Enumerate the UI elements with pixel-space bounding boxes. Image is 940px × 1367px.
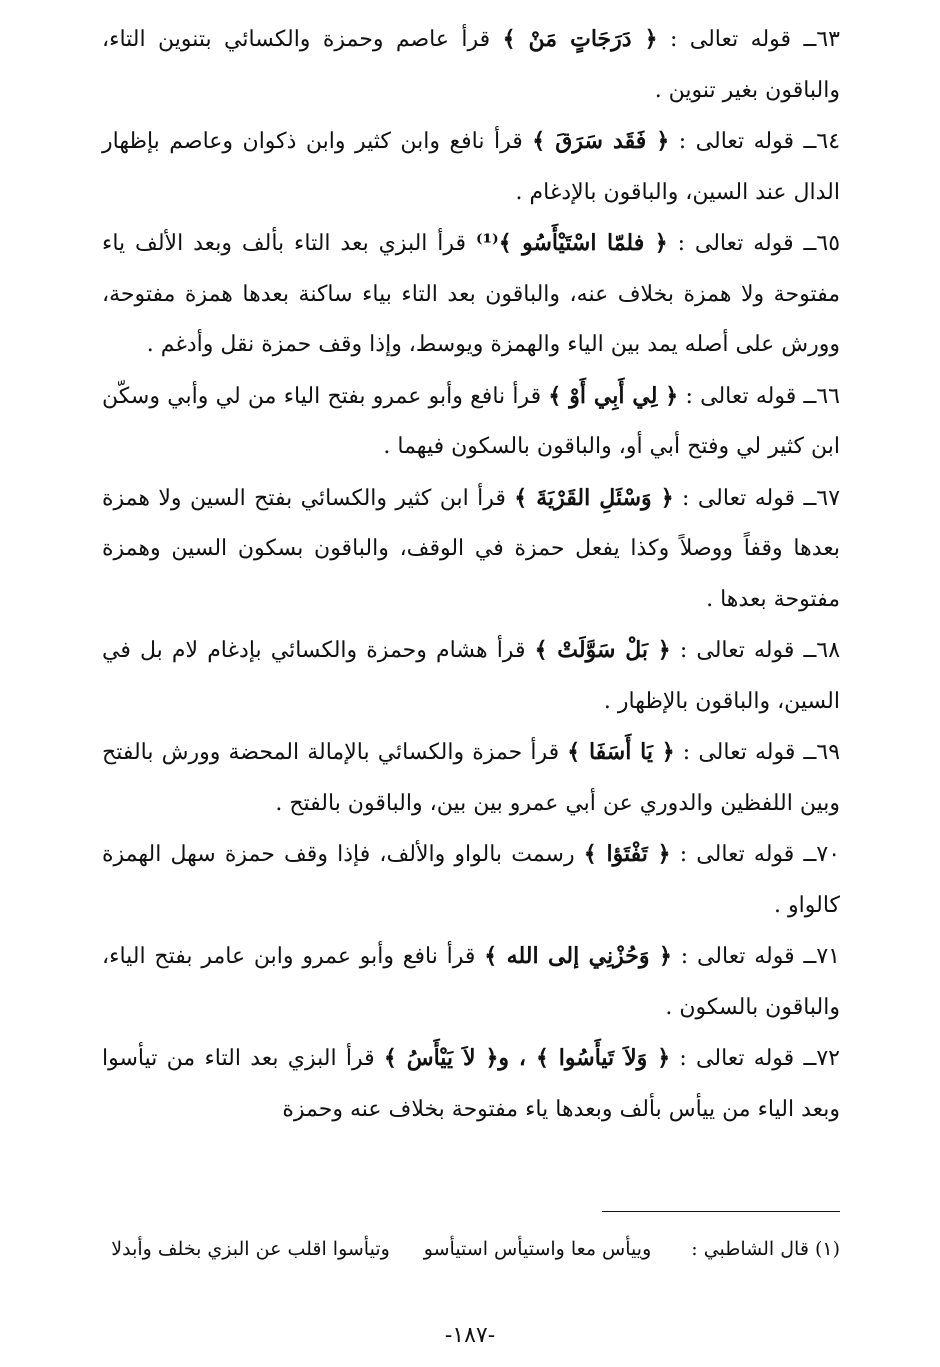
quran-phrase: ﴿ بَلْ سَوَّلَتْ ﴾ — [534, 637, 671, 663]
paragraph-71 — [102, 931, 840, 1033]
paragraph-70 — [102, 829, 840, 931]
paragraph-body: قرأ نافع وأبو عمرو بفتح الياء من لي وأبي وسكّن ابن كثير لي وفتح أبي أو، والباقون بالسكون فيهما . — [102, 383, 840, 459]
page-number: -١٨٧- — [444, 1323, 496, 1348]
intro-text: قوله تعالى : — [682, 740, 796, 765]
paragraph-64 — [102, 116, 840, 218]
paragraph-body: قرأ هشام وحمزة والكسائي بإدغام لام بل في السين، والباقون بالإظهار . — [102, 638, 840, 714]
quran-phrase: ﴿ تَفْتَؤا ﴾ — [583, 841, 671, 867]
intro-text: قوله تعالى : — [685, 383, 797, 409]
footnote-divider — [602, 1211, 840, 1212]
paragraph-66 — [102, 371, 840, 473]
item-number: ٦٤ــ — [803, 129, 841, 154]
footnote-verse-second: وتيأسوا اقلب عن البزي بخلف وأبدلا — [111, 1238, 390, 1260]
paragraph-body: قرأ البزي بعد التاء من تيأسوا وبعد الياء من ييأس بألف وبعدها ياء مفتوحة بخلاف عنه وحمزة — [102, 1046, 840, 1122]
intro-text: قوله تعالى : — [677, 231, 794, 256]
paragraph-69 — [102, 727, 840, 829]
paragraph-body: قرأ البزي بعد التاء بألف وبعد الألف ياء مفتوحة ولا همزة بخلاف عنه، والباقون بعد التاء بياء ساكنة بعدها همزة مفتوحة، وورش على أصله يمد بين الياء والهمزة ويوسط، وإذا وقف حمزة نقل وأدغم . — [102, 231, 840, 357]
footnote — [102, 1233, 840, 1265]
quran-phrase: ﴿ وَسْئَلِ القَرْيَةَ ﴾ — [514, 484, 674, 511]
paragraph-body: قرأ نافع وابن كثير وابن ذكوان وعاصم بإظهار الدال عند السين، والباقون بالإدغام . — [102, 129, 840, 205]
paragraph-72 — [102, 1033, 840, 1135]
quran-phrase: ﴿ لِي أَبِي أَوْ ﴾ — [548, 382, 679, 409]
intro-text: قوله تعالى : — [679, 842, 795, 867]
item-number: ٧٢ــ — [803, 1046, 840, 1071]
item-number: ٦٥ــ — [803, 231, 841, 256]
quran-phrase: ﴿ فلمّا اسْتَيْأَسُو ﴾⁽¹⁾ — [475, 230, 668, 256]
quran-phrase: ﴿ وَحُزْنِي إلى الله ﴾ — [484, 943, 672, 969]
item-number: ٦٣ــ — [803, 27, 840, 52]
paragraph-body: قرأ عاصم وحمزة والكسائي بتنوين التاء، والباقون بغير تنوين . — [102, 27, 840, 103]
paragraph-body: قرأ ابن كثير والكسائي بفتح السين ولا همزة بعدها وقفاً ووصلاً وكذا يفعل حمزة في الوقف، والباقون بسكون السين وهمزة مفتوحة بعدها . — [102, 485, 840, 612]
footnote-marker: (١) قال الشاطبي : — [691, 1238, 840, 1260]
footnote-verse-first: وييأس معا واستيأس استيأسو — [423, 1238, 652, 1260]
paragraph-63 — [102, 14, 840, 116]
quran-phrase: ﴿ يَا أَسَفَا ﴾ — [567, 739, 675, 765]
paragraph-68 — [102, 625, 840, 727]
intro-text: قوله تعالى : — [680, 944, 795, 969]
paragraph-body: قرأ نافع وأبو عمرو وابن عامر بفتح الياء، والباقون بالسكون . — [102, 944, 840, 1020]
paragraph-body: رسمت بالواو والألف، فإذا وقف حمزة سهل الهمزة كالواو . — [102, 842, 840, 918]
item-number: ٦٨ــ — [803, 638, 841, 663]
quran-phrase: ﴿ وَلاَ تَيأَسُوا ﴾ ، و﴿ لاَ يَيْأَسُ ﴾ — [383, 1045, 671, 1071]
quran-phrase: ﴿ فَقَد سَرَقَ ﴾ — [532, 128, 670, 154]
paragraph-body: قرأ حمزة والكسائي بالإمالة المحضة وورش بالفتح وبين اللفظين والدوري عن أبي عمرو بين بين، والباقون بالفتح . — [102, 740, 840, 816]
item-number: ٧٠ــ — [803, 842, 841, 867]
quran-phrase: ﴿ دَرَجَاتٍ مَنْ ﴾ — [502, 26, 658, 52]
item-number: ٦٦ــ — [803, 383, 840, 409]
paragraph-65 — [102, 218, 840, 371]
intro-text: قوله تعالى : — [679, 638, 795, 663]
intro-text: قوله تعالى : — [682, 485, 796, 511]
main-text — [102, 14, 840, 1135]
intro-text: قوله تعالى : — [679, 1046, 795, 1071]
item-number: ٦٧ــ — [803, 485, 841, 511]
intro-text: قوله تعالى : — [669, 27, 792, 52]
intro-text: قوله تعالى : — [678, 129, 794, 154]
paragraph-67 — [102, 473, 840, 626]
item-number: ٧١ــ — [803, 944, 840, 969]
item-number: ٦٩ــ — [803, 740, 841, 765]
